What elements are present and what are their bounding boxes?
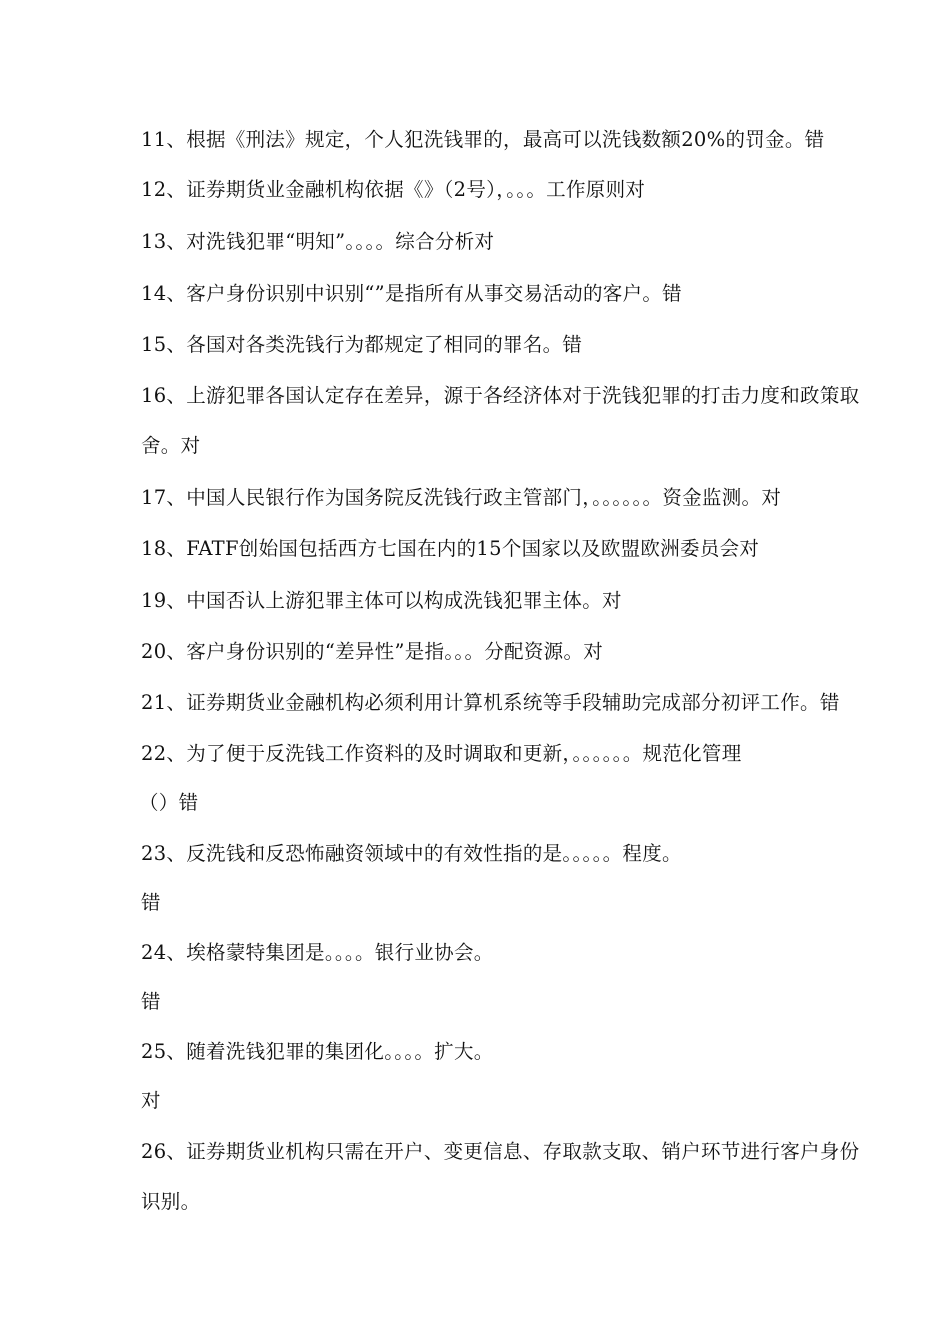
question-21: 21、证券期货业金融机构必须利用计算机系统等手段辅助完成部分初评工作。错 xyxy=(141,691,840,714)
question-16: 16、上游犯罪各国认定存在差异，源于各经济体对于洗钱犯罪的打击力度和政策取 xyxy=(141,384,860,407)
question-18: 18、FATF创始国包括西方七国在内的15个国家以及欧盟欧洲委员会对 xyxy=(141,537,760,560)
question-22-continuation: （）错 xyxy=(139,791,199,814)
question-12: 12、证券期货业金融机构依据《》（2号），。。。工作原则对 xyxy=(141,178,646,201)
question-24-answer: 错 xyxy=(141,990,161,1013)
question-23-answer: 错 xyxy=(141,891,161,914)
question-25: 25、随着洗钱犯罪的集团化。。。。扩大。 xyxy=(141,1040,494,1063)
question-17: 17、中国人民银行作为国务院反洗钱行政主管部门，。。。。。。资金监测。对 xyxy=(141,486,782,509)
question-22: 22、为了便于反洗钱工作资料的及时调取和更新，。。。。。。规范化管理 xyxy=(141,742,742,765)
question-20: 20、客户身份识别的“差异性”是指。。。分配资源。对 xyxy=(141,640,604,663)
question-15: 15、各国对各类洗钱行为都规定了相同的罪名。错 xyxy=(141,333,583,356)
question-13: 13、对洗钱犯罪“明知”。。。。综合分析对 xyxy=(141,230,495,253)
question-16-continuation: 舍。对 xyxy=(141,434,201,457)
question-19: 19、中国否认上游犯罪主体可以构成洗钱犯罪主体。对 xyxy=(141,589,622,612)
question-23: 23、反洗钱和反恐怖融资领域中的有效性指的是。。。。。程度。 xyxy=(141,842,682,865)
question-26-continuation: 识别。 xyxy=(141,1190,201,1213)
question-24: 24、埃格蒙特集团是。。。。银行业协会。 xyxy=(141,941,494,964)
question-26: 26、证券期货业机构只需在开户、变更信息、存取款支取、销户环节进行客户身份 xyxy=(141,1140,860,1163)
question-14: 14、客户身份识别中识别“”是指所有从事交易活动的客户。错 xyxy=(141,282,682,305)
question-25-answer: 对 xyxy=(141,1089,161,1112)
question-11: 11、根据《刑法》规定，个人犯洗钱罪的，最高可以洗钱数额20%的罚金。错 xyxy=(141,128,825,151)
